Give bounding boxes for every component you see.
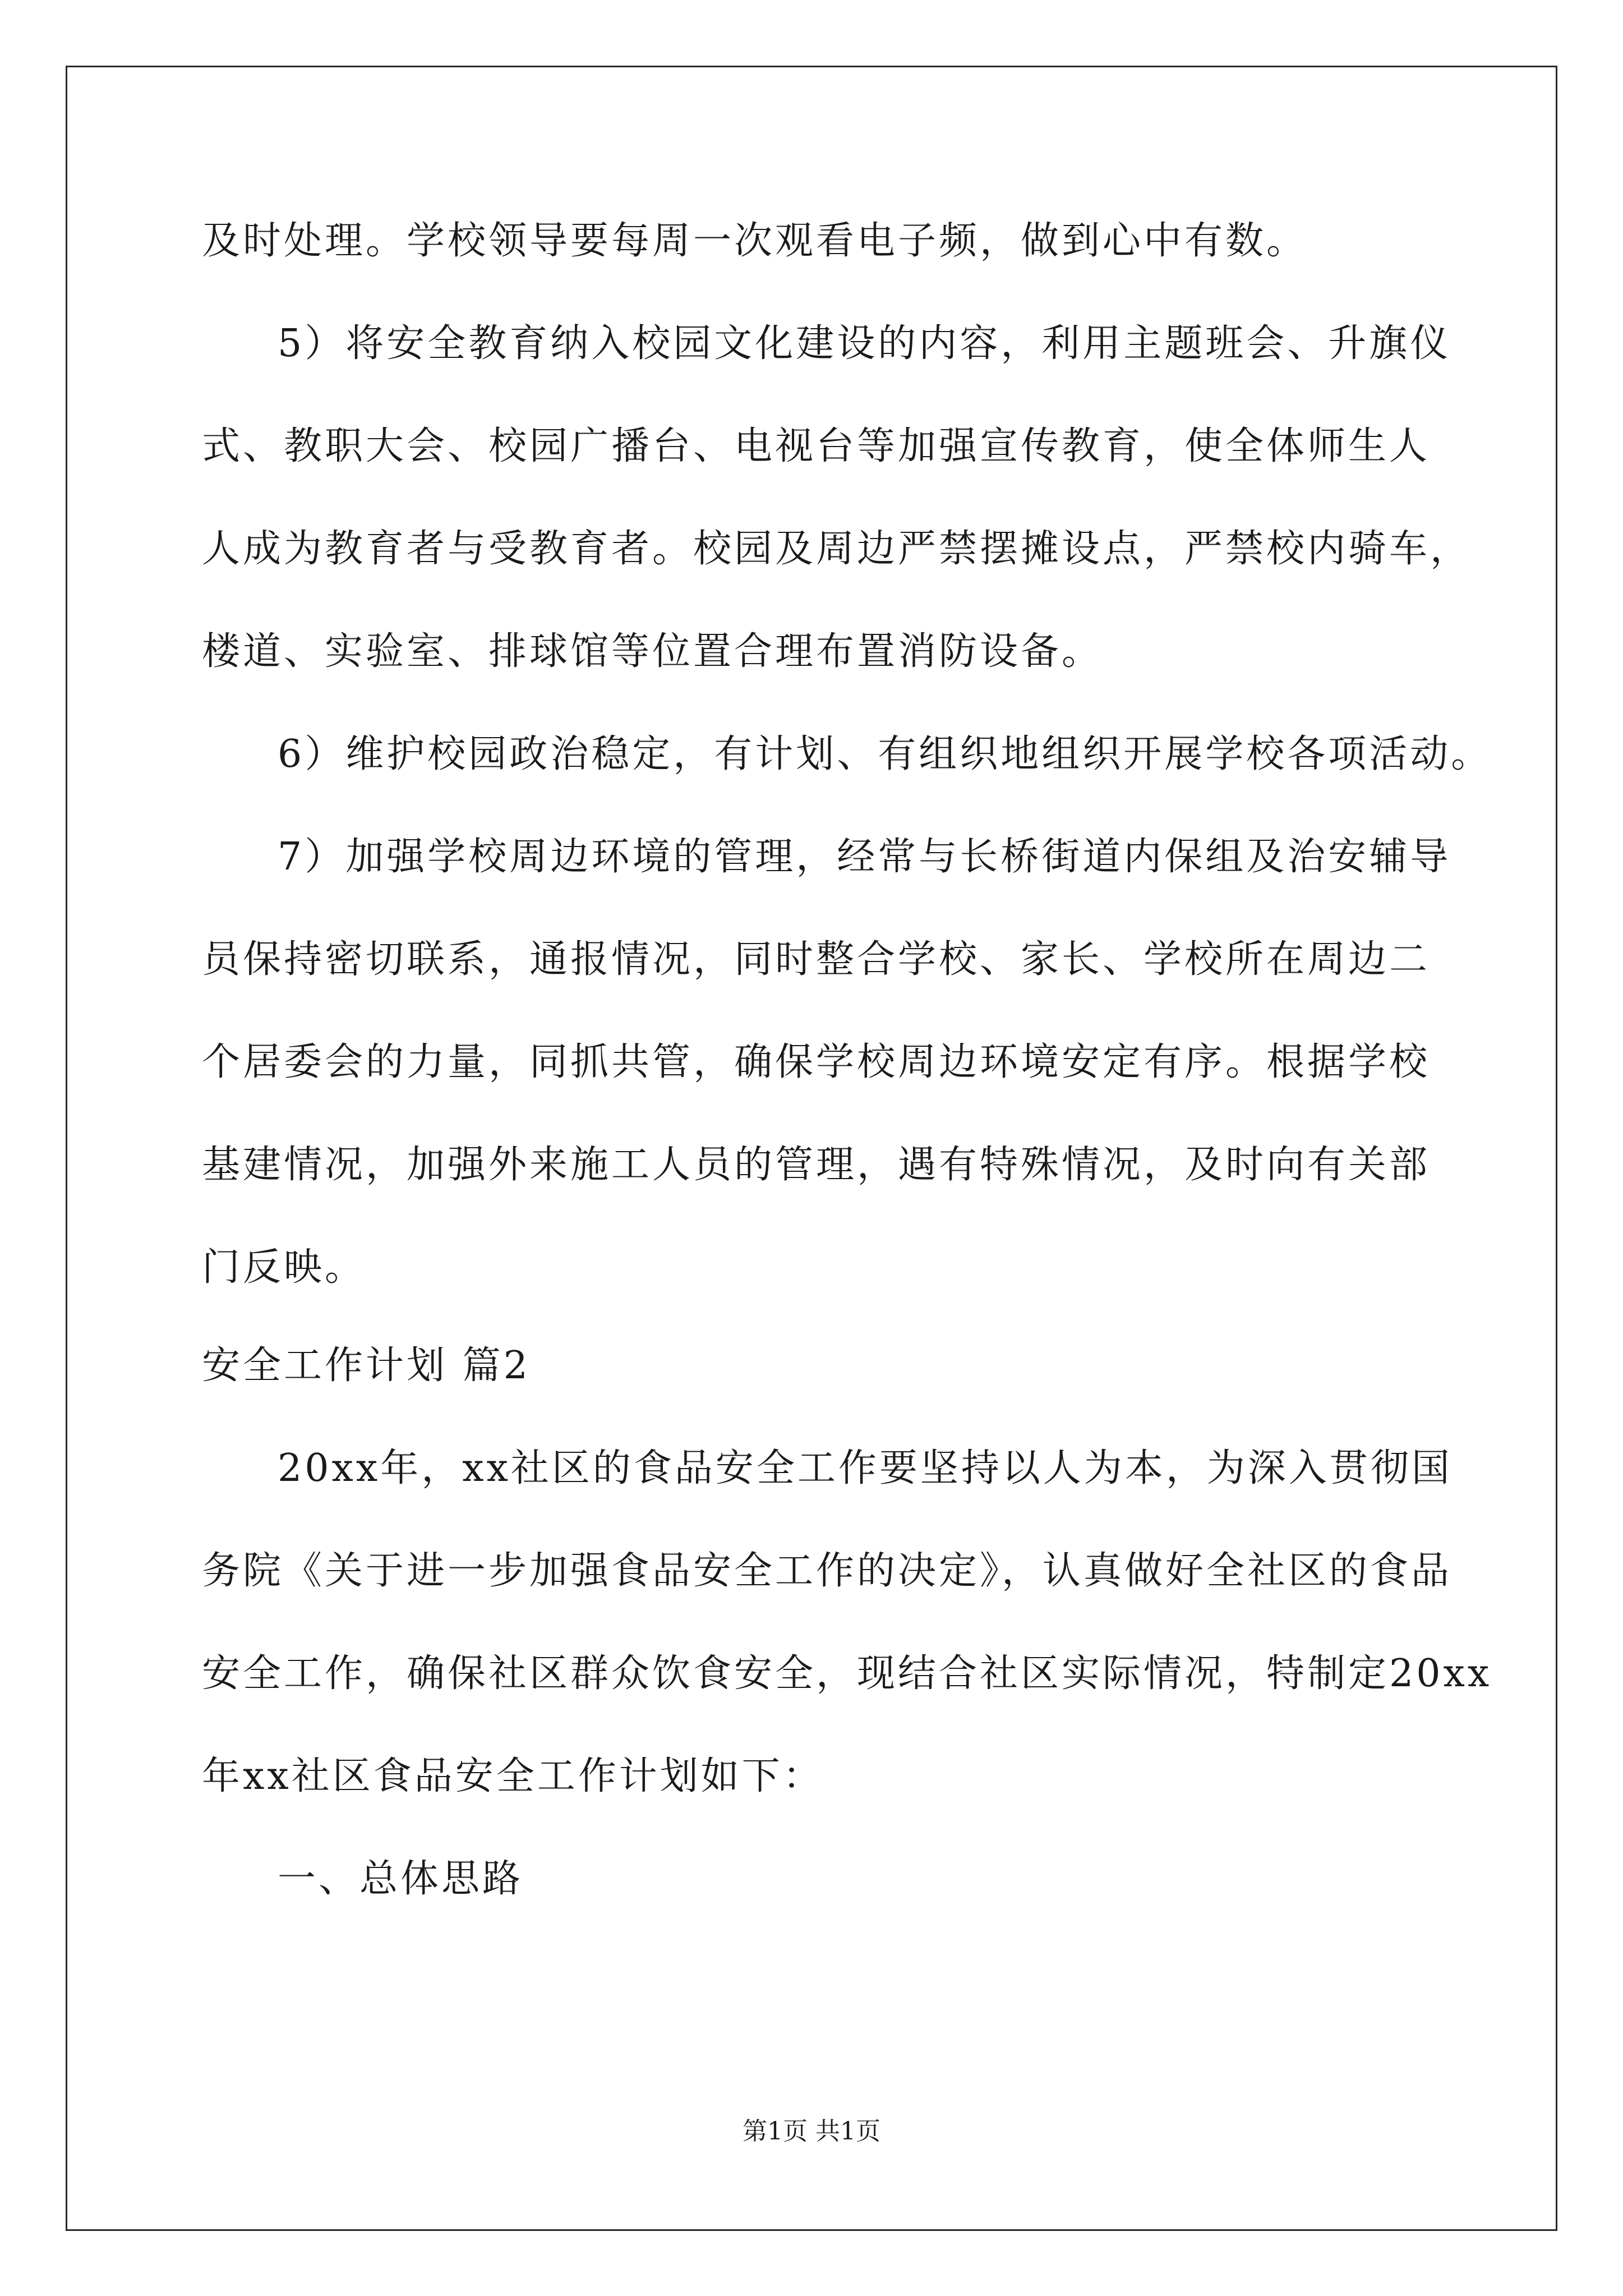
text-line-7: 7）加强学校周边环境的管理，经常与长桥街道内保组及治安辅导 <box>278 835 1451 879</box>
text-line-15: 安全工作，确保社区群众饮食安全，现结合社区实际情况，特制定20xx <box>202 1651 1492 1696</box>
text-line-1: 及时处理。学校领导要每周一次观看电子频，做到心中有数。 <box>202 219 1308 263</box>
text-line-9: 个居委会的力量，同抓共管，确保学校周边环境安定有序。根据学校 <box>202 1040 1431 1084</box>
text-line-16: 年xx社区食品安全工作计划如下： <box>202 1754 824 1798</box>
text-line-4: 人成为教育者与受教育者。校园及周边严禁摆摊设点，严禁校内骑车， <box>202 527 1472 571</box>
text-line-10: 基建情况，加强外来施工人员的管理，遇有特殊情况，及时向有关部 <box>202 1143 1431 1187</box>
text-line-14: 务院《关于进一步加强食品安全工作的决定》，认真做好全社区的食品 <box>202 1549 1453 1593</box>
text-line-3: 式、教职大会、校园广播台、电视台等加强宣传教育，使全体师生人 <box>202 424 1431 468</box>
text-line-5: 楼道、实验室、排球馆等位置合理布置消防设备。 <box>202 629 1103 674</box>
section-heading: 安全工作计划 篇2 <box>202 1343 531 1388</box>
text-line-6: 6）维护校园政治稳定，有计划、有组织地组织开展学校各项活动。 <box>278 732 1492 776</box>
text-line-8: 员保持密切联系，通报情况，同时整合学校、家长、学校所在周边二 <box>202 937 1431 982</box>
text-line-11: 门反映。 <box>202 1245 366 1290</box>
text-line-13: 20xx年，xx社区的食品安全工作要坚持以人为本，为深入贯彻国 <box>278 1446 1453 1490</box>
page-footer: 第1页 共1页 <box>743 2117 880 2146</box>
text-line-2: 5）将安全教育纳入校园文化建设的内容，利用主题班会、升旗仪 <box>278 321 1451 366</box>
subheading-overall-approach: 一、总体思路 <box>278 1857 524 1901</box>
